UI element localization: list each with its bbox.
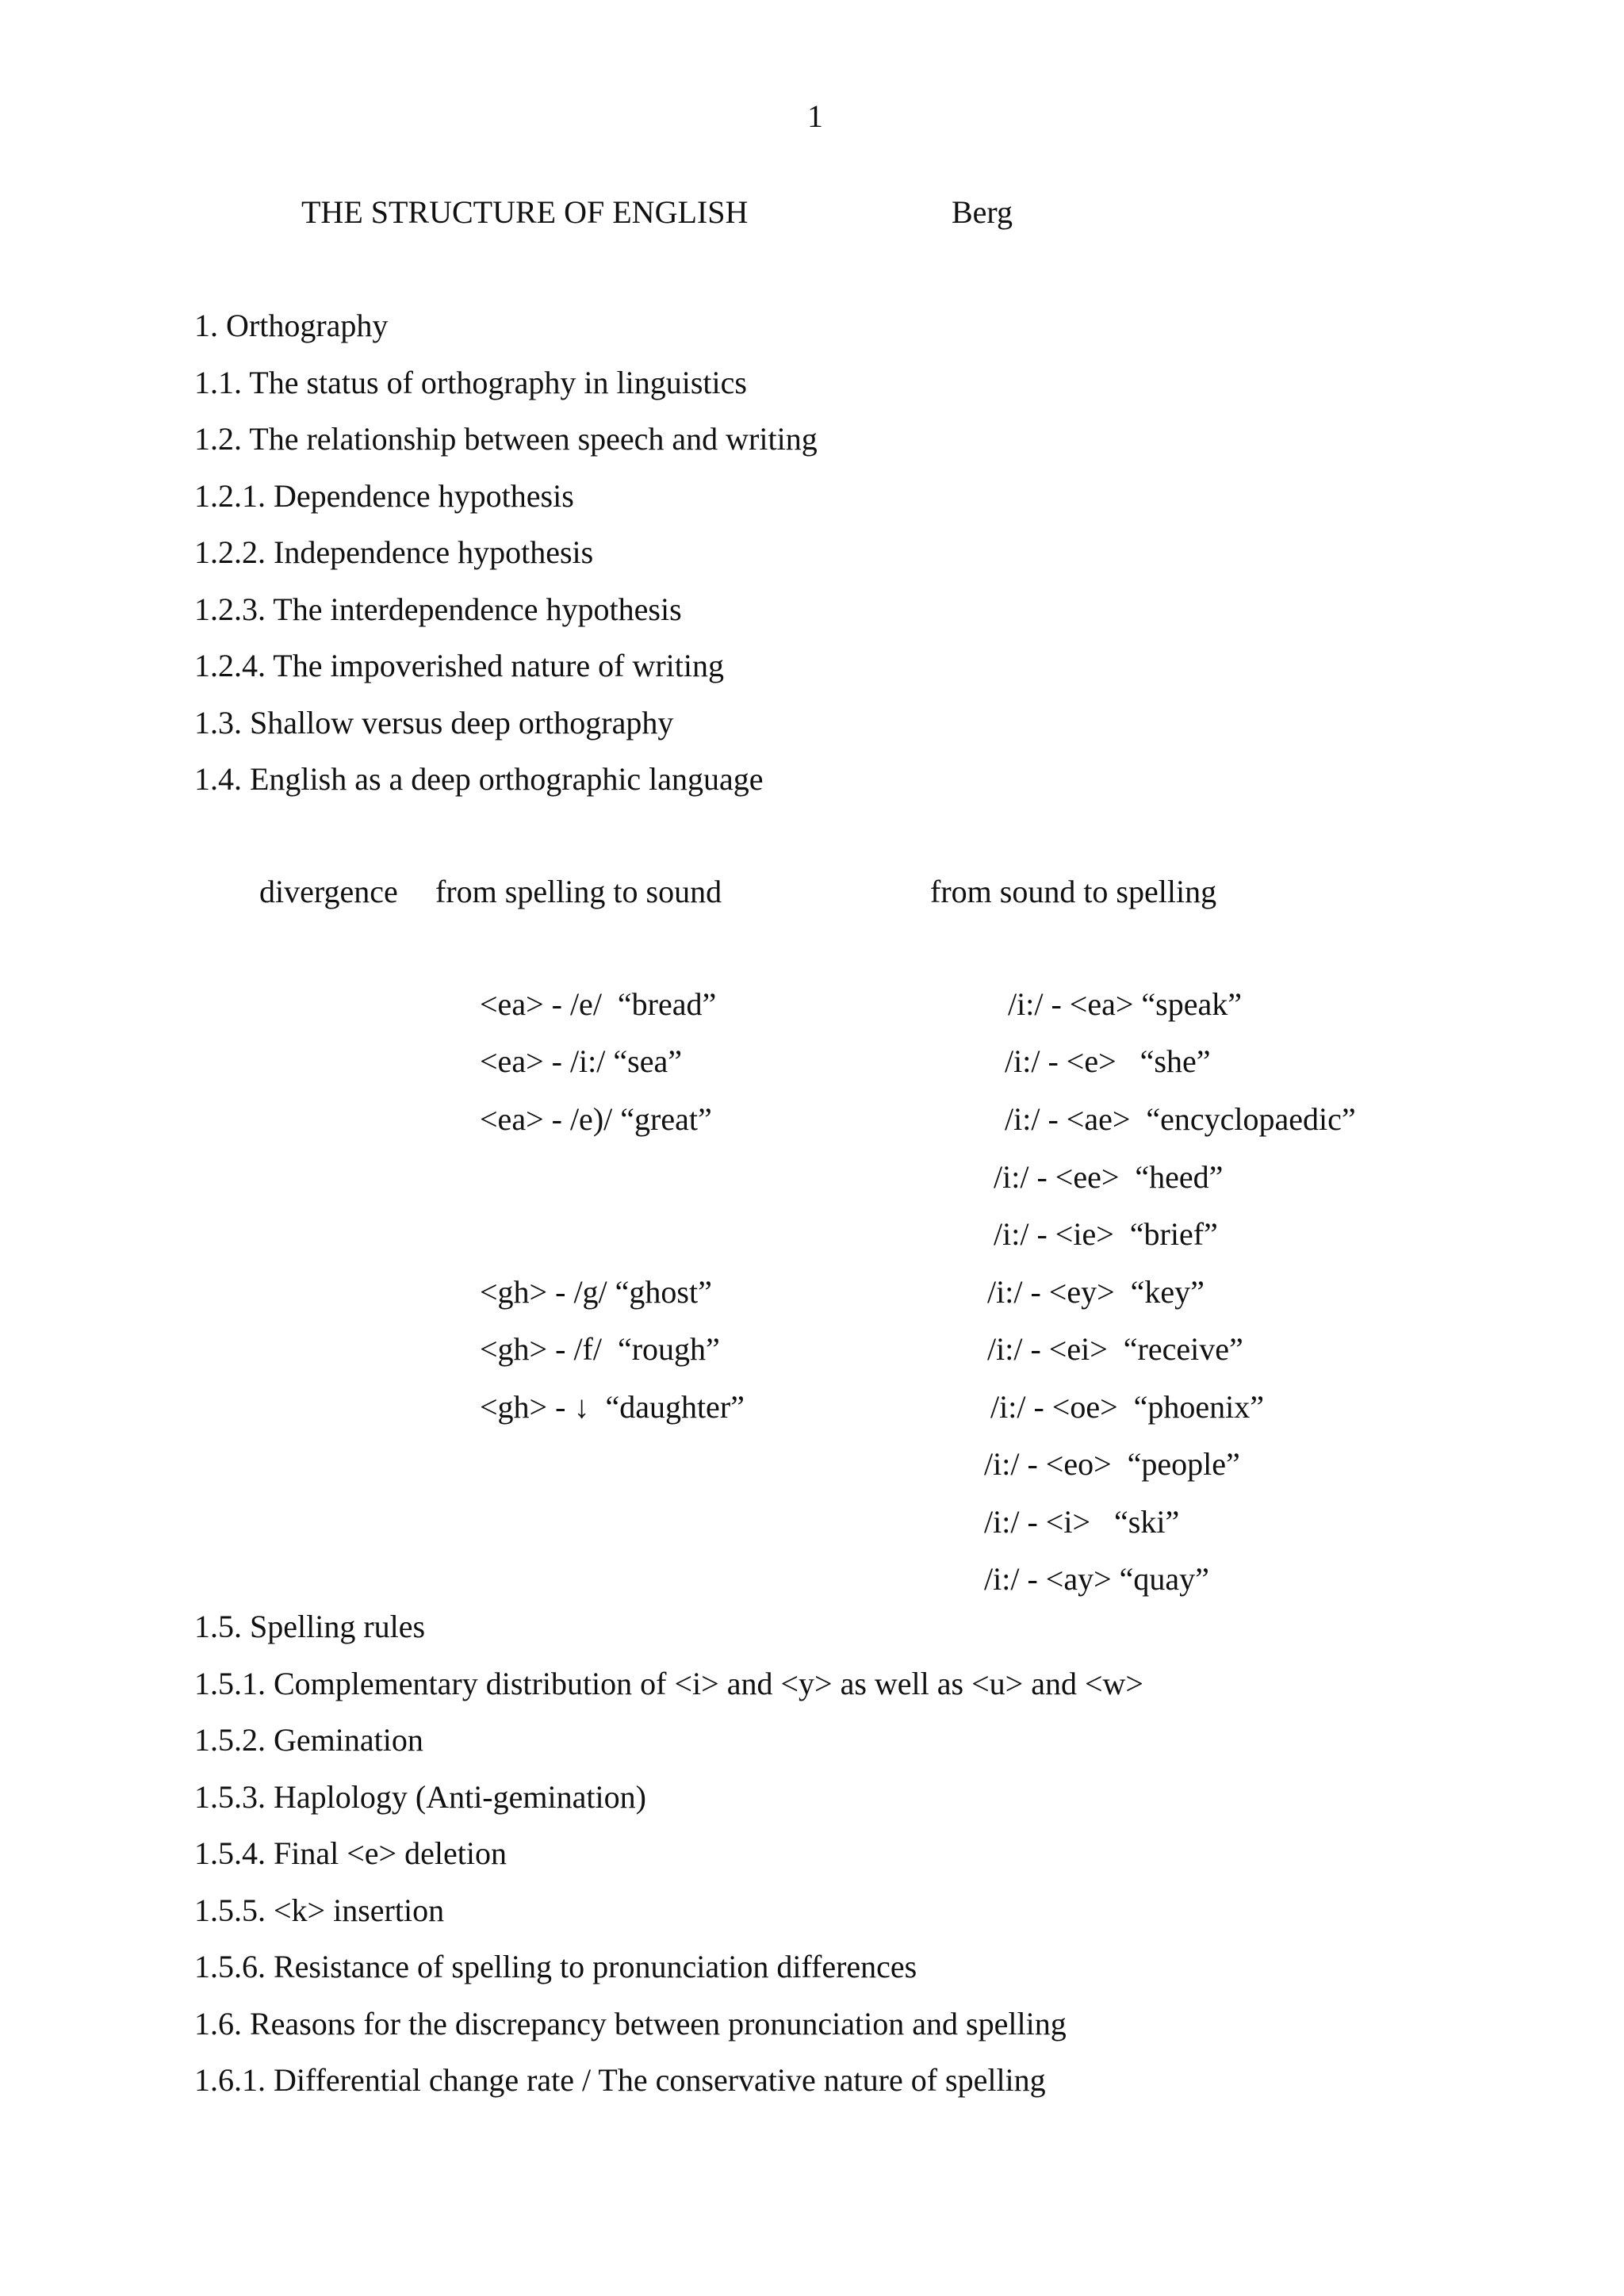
spelling-to-sound-header: from spelling to sound [435,874,722,909]
document-author: Berg [952,194,1013,230]
correspondence-item: <gh> - /f/ “rough” [480,1331,720,1367]
outline-item: 1.2. The relationship between speech and writing [194,421,818,457]
correspondence-item: /i:/ - <ey> “key” [987,1274,1205,1310]
outline-item: 1.5.2. Gemination [194,1722,423,1758]
outline-item: 1.2.2. Independence hypothesis [194,534,594,570]
outline-item: 1.5.1. Complementary distribution of <i> and <y> as well as <u> and <w> [194,1665,1143,1701]
correspondence-item: /i:/ - <i> “ski” [984,1504,1180,1540]
outline-item: 1.3. Shallow versus deep orthography [194,704,674,740]
correspondence-item: /i:/ - <ei> “receive” [987,1331,1243,1367]
correspondence-item: /i:/ - <ie> “brief” [994,1216,1218,1252]
correspondence-item: /i:/ - <oe> “phoenix” [990,1389,1265,1425]
outline-item: 1.5.4. Final <e> deletion [194,1835,507,1871]
outline-item: 1.5.5. <k> insertion [194,1892,445,1928]
outline-item: 1.5.3. Haplology (Anti-gemination) [194,1778,646,1815]
document-title: THE STRUCTURE OF ENGLISH [301,194,749,230]
correspondence-item: <gh> - /g/ “ghost” [480,1274,712,1310]
correspondence-item: /i:/ - <e> “she” [1005,1043,1211,1079]
correspondence-item: /i:/ - <ay> “quay” [984,1561,1209,1597]
correspondence-item: <ea> - /i:/ “sea” [480,1043,682,1079]
correspondence-item: /i:/ - <ee> “heed” [994,1159,1224,1195]
outline-item: 1.4. English as a deep orthographic language [194,761,764,797]
correspondence-item: /i:/ - <ae> “encyclopaedic” [1005,1101,1356,1137]
divergence-label: divergence [259,874,398,909]
outline-item: 1. Orthography [194,308,389,343]
outline-item: 1.6. Reasons for the discrepancy between pronunciation and spelling [194,2005,1067,2042]
correspondence-item: <ea> - /e/ “bread” [480,986,717,1022]
correspondence-item: /i:/ - <eo> “people” [984,1446,1240,1482]
sound-to-spelling-header: from sound to spelling [930,874,1217,909]
correspondence-item: /i:/ - <ea> “speak” [1008,986,1242,1022]
outline-item: 1.5.6. Resistance of spelling to pronunciation differences [194,1949,917,1984]
correspondence-item: <ea> - /e)/ “great” [480,1101,712,1137]
outline-item: 1.2.4. The impoverished nature of writing [194,648,725,683]
correspondence-item: <gh> - ↓ “daughter” [480,1389,745,1425]
outline-item: 1.5. Spelling rules [194,1609,426,1644]
outline-part-1 [194,307,818,817]
outline-part-2 [194,1608,1143,2118]
page-number: 1 [807,98,823,134]
outline-item: 1.2.3. The interdependence hypothesis [194,591,682,627]
outline-item: 1.2.1. Dependence hypothesis [194,477,574,514]
outline-item: 1.1. The status of orthography in linguistics [194,364,747,400]
outline-item: 1.6.1. Differential change rate / The conservative nature of spelling [194,2062,1046,2098]
